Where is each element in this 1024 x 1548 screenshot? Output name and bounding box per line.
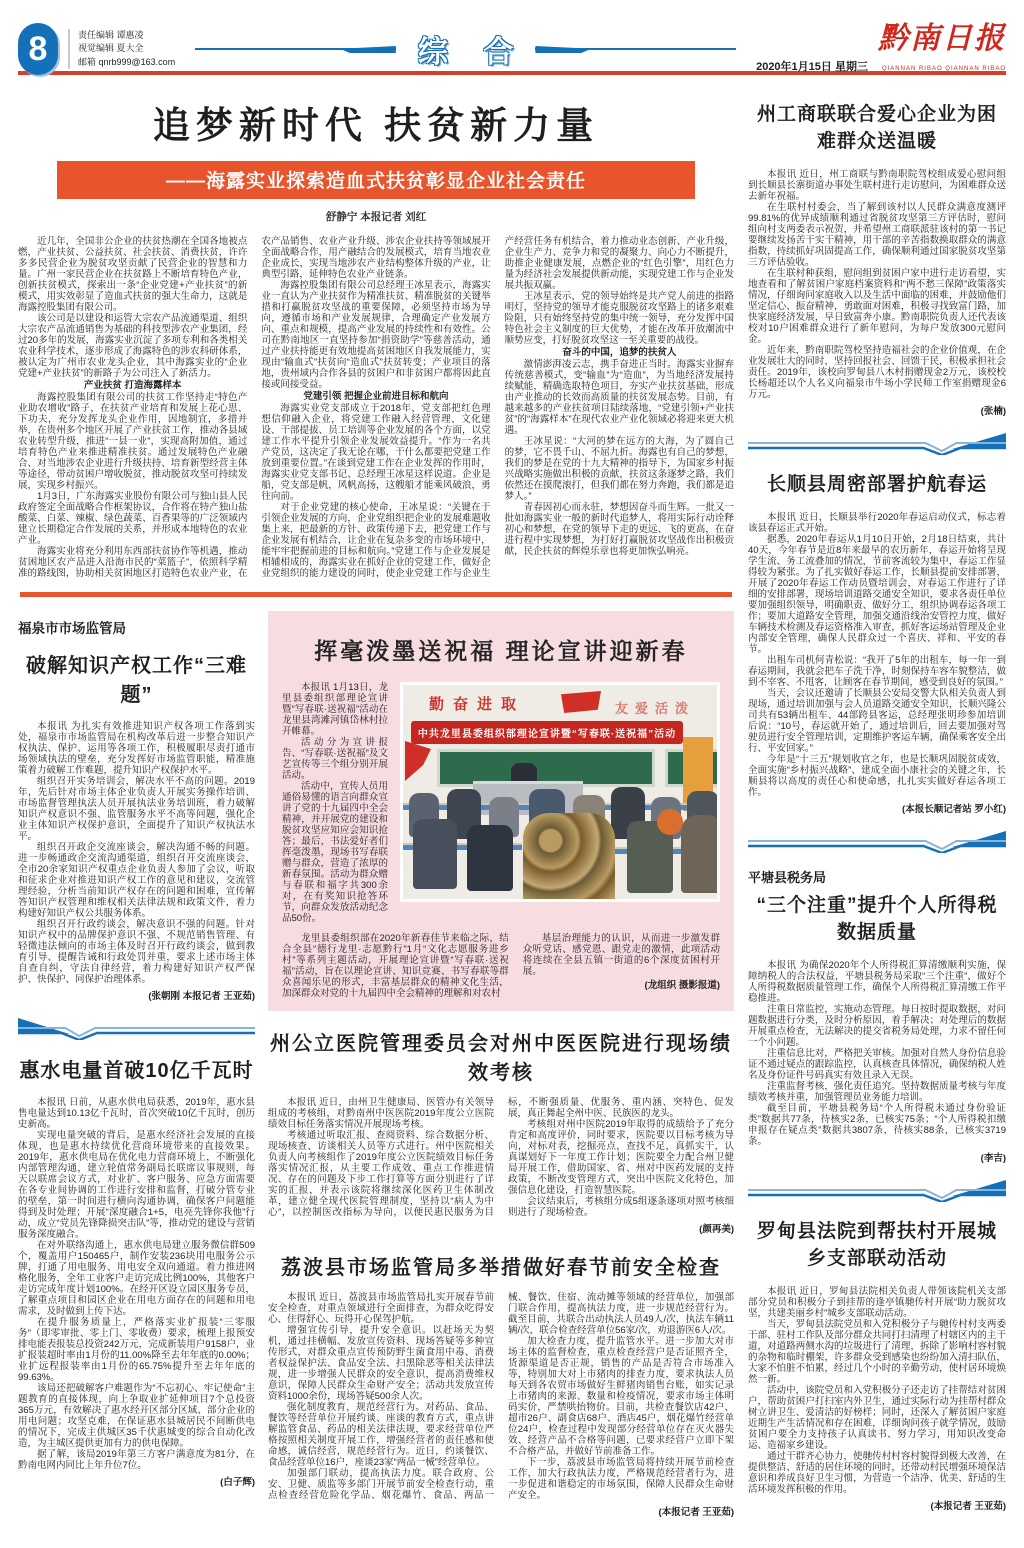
band-swoosh-icon — [340, 46, 396, 53]
main-column-group — [18, 85, 734, 1518]
body-paragraph: 活动中，该院党员和入党积极分子还走访了挂帮结对贫困户，帮助贫困户打扫室内外卫生，通过实际行动为挂帮村群众树立讲卫生、爱清洁的好榜样；同时，还深入了解贫困户家庭近期生产生活情况和存在困难，详细询问孩子就学情况，鼓励贫困户要全力支持孩子认真读书、努力学习，用知识改变命运、造福家乡建设。 — [748, 1385, 1006, 1451]
section-title: 综 合 — [417, 36, 528, 69]
body-paragraph: 该公司是以建设和运管大宗农产品流通渠道、组织大宗农产品流通销售为基础的科技型涉农产业集团，经过20多年的发展，海露实业沉淀了多项专利和各类相关农业科学技术，逐步形成了海露特色的涉农科研体系，被认定为广州市农业龙头企业，其中海露实业的“企业党建+产业扶贫”的新路子为公司注入了新活力。 — [18, 313, 248, 379]
right-rail — [748, 85, 1006, 1518]
body-paragraph: 当天，会议还邀请了长顺县公安局交警大队相关负责人到现场，通过培训加强与会人员道路交通安全知识，长顺兴隆公司共有53辆出租车、44部跨县客运，总经理张明珍参加培训后说：“10号，春运就开始了，通过培训后，回去要加强对驾驶员进行安全管理培训，定期维护客运车辆，确保乘客安全出行、平安回家。” — [748, 688, 1006, 754]
body-paragraph: 截至目前，平塘县税务局“个人所得税未通过身份验证类”数据共77条，待核实2条，已核实75条；“个人所得税扣缴申报存在疑点类”数据共3807条，待核实88条，已核实3719条。 — [748, 1103, 1006, 1147]
feature-intro — [282, 682, 388, 924]
paper-logo-block — [756, 24, 1006, 74]
body-paragraph: 组织召开行政约谈会，解决意识不强的问题。针对知识产权中的品牌保护意识不强、不规范销售管理、有轻微违法倾向的市场主体及时召开行政约谈会，做到教育引导、提醒告诫和行政处罚并重，要求上述市场主体自查自纠，守法自律经营，着力构建好知识产权严保护、快保护、同保护治理体系。 — [18, 919, 255, 985]
body-paragraph: 组织召开实务培训会，解决水平不高的问题。2019年，先后针对市场主体企业负责人开展实务操作培训、市场监督管理执法人员开展执法业务培训班，着力破解知识产权意识不强、监管服务水平不高等问题，强化企业主体知识产权保护意识，全面提升了知识产权执法水平。 — [18, 776, 255, 842]
lead-headline: 追梦新时代 扶贫新力量 — [152, 105, 600, 146]
editor-info — [68, 29, 175, 70]
body-paragraph: 海露实业将充分利用东西部扶贫协作等机遇，推动贫困地区农产品进入沿海市民的“菜篮子”，依照科学精准的路线图，协助相关贫困地区打造特色农业产业，在农产品销售、农业产业升级、涉农企业扶持等领域展开全面战略合作，用产融结合的发展模式，培育当地农业企业成长，实现当地涉农产业结构整体升级的产业，让典型引路，延伸特色农业产业链条。 — [18, 236, 491, 579]
article-body — [748, 960, 1006, 1147]
body-paragraph: 本报讯 1月13日，龙里县委组织部理论宣讲暨“写春联·送祝福”活动在龙里县湾滩河镇岱林村拉开帷幕。 — [282, 682, 388, 737]
feature-byline: (龙组织 摄影报道) — [644, 980, 720, 991]
body-paragraph: 本报讯 近日，荔波县市场监管局扎实开展春节前安全检查，对重点领域进行全面排查，为群众吃得安心、住得舒心、玩得开心保驾护航。 — [268, 1292, 494, 1325]
body-paragraph: 活动分为宣讲报告、“写春联·送祝福”及文艺宣传等三个组分别开展活动。 — [282, 737, 388, 781]
photo-crowd — [403, 685, 717, 899]
body-paragraph: 近几年，全国非公企业的扶贫热潮在全国各地被点燃，产业扶贫、公益扶贫、社会扶贫、消费扶贫，许许多多民营企业为脱贫攻坚贡献了民营企业的智慧和力量。广州一家民营企业在扶贫路上不断培育特色产业，创新扶贫模式，探索出一条“企业党建+产业扶贫”的新模式，用实效彰显了造血式扶贫的强大生命力，这就是海露控股集团有限公司。 — [18, 236, 248, 313]
lead-body — [18, 236, 734, 579]
body-paragraph: 1月3日，广东海露实业股份有限公司与独山县人民政府签定全面战略合作框架协议，合作将在特产独山盐酸菜、白菜、辣椒、绿色蔬菜、百香果等的广泛领域内建立长期稳定合作发展的关系，并形成本地特色的农业产业。 — [18, 491, 248, 546]
body-paragraph: 海露控股集团有限公司的扶贫工作坚持走“特色产业助农增收”路子，在扶贫产业培育和发展上花心思、下功夫，充分发挥龙头企业作用，因地制宜，多措并举，在贵州多个地区开展了产业扶贫工作，推动各县域农业转型升级，推进“一县一业”，实现高附加值，通过培育特色产业来推进精准扶贫。通过发展特色产业融合、对当地涉农企业进行升级扶持、培育新型经营主体等途径，带动贫困户增收脱贫，推动脱贫攻坚可持续发展，实现乡村振兴。 — [18, 392, 248, 491]
photo-wall-slogan: 友爱活泼 — [615, 701, 696, 716]
lead-byline: 舒静宁 本报记者 刘红 — [325, 211, 427, 223]
fuquan-article — [18, 617, 255, 1002]
blue-divider-swoosh-icon — [748, 431, 1006, 455]
article-title: 罗甸县法院到帮扶村开展城乡支部联动活动 — [756, 1221, 997, 1269]
photo-banner-text: 中共龙里县委组织部理论宣讲暨“写春联·送祝福”活动 — [411, 721, 683, 744]
lead-subhead-bar: ——海露实业探索造血式扶贫彰显企业社会责任 — [57, 161, 694, 199]
body-paragraph: 近年来，黔南职院驾校坚持造福社会的企业价值观，在企业发展壮大的同时，坚持回报社会、回馈于民，积极承担社会责任。2019年，该校向罗甸县八木村捐赠现金2万元，该校校长杨超还以个人名义向福泉市牛场小学民师工作室捐赠现金6万元。 — [748, 345, 1006, 400]
paper-logo: 黔南日报 — [878, 22, 1006, 55]
body-paragraph: 王冰星说：“大河的梦在远方的大海，为了圆自己的梦，它不畏千山、不屈九折。海露也有自己的梦想，我们的梦是在党的十九大精神的指导下，为国家乡村振兴战略实施做出积极的贡献，扶贫这条逐梦之路，我们依然还在摸爬滚打，但我们都在努力奔跑，我们都是追梦人。” — [504, 436, 734, 502]
body-paragraph: 组织召开政企交流座谈会，解决沟通不畅的问题。进一步畅通政企交流沟通渠道，组织召开交流座谈会，全市20余家知识产权重点企业负责人参加了会议，听取和征求企业对推进知识产权工作的意见和建议，交流管理经验，分析当前知识产权存在的问题和困难，宣传解答知识产权管理和维权相关法律法规和政策文件，着力构建好知识产权公共服务体系。 — [18, 842, 255, 919]
article-body — [748, 1286, 1006, 1495]
body-paragraph: 本报讯 近日，由州卫生健康局、医管办有关领导组成的考核组，对黔南州中医医院2019年度公立医院绩效目标任务落实情况开展现场考核。 — [268, 1097, 494, 1130]
body-paragraph: 当天，罗甸县法院党员和入党积极分子与毑传村村支两委干部、驻村工作队及部分群众共同打扫清理了村辖区内的主干道，对道路两侧水沟的垃圾进行了清理，拆除了影响村容村貌的杂物和临时棚架，许多群众受到感染也纷纷加入清扫队伍，大家不怕脏不怕累，经过几个小时的辛勤劳动，使村居环境焕然一新。 — [748, 1319, 1006, 1385]
body-paragraph: 本报讯 近日，罗甸县法院相关负责人带领该院机关支部部分党员和积极分子到挂帮的逢亭镇毑传村开展“助力脱贫攻坚，共建美丽乡村”城乡支部联动活动。 — [748, 1286, 1006, 1319]
rail-article-2 — [748, 469, 1006, 815]
editor-line: 责任编辑 谭惠凌 — [78, 29, 144, 40]
article-byline: (李吉) — [980, 1153, 1006, 1164]
body-paragraph: 下一步，荔波县市场监管局将持续开展节前检查工作，加大行政执法力度，严格规范经营者行为，进一步促进和谐稳定的市场氛围，保障人民群众生命财产安全。 — [508, 1457, 734, 1501]
article-title: 州公立医院管理委员会对州中医医院进行现场绩效考核 — [270, 1033, 732, 1084]
section-band — [195, 27, 736, 71]
body-paragraph: 出租车司机何青松说：“我开了5年的出租车，每一年一到春运期间，我就会把车子洗干净，时刻保持车容车貌整洁，做到不宰客、不甩客，让顾客在春节期间，感受到良好的氛围。” — [748, 655, 1006, 688]
libo-article — [268, 1251, 734, 1518]
article-title: “三个注重”提升个人所得税数据质量 — [756, 895, 998, 943]
body-paragraph: 强化制度教育，规范经营行为。对药品、食品、餐饮等经营单位开展约谈、座谈的教育方式，重点讲解监管食品、药品的相关法律法规，要求经营单位严格按照相关制度开展工作，增强经营者的责任感和使命感，诚信经营，规范经营行为。近日，约谈餐饮、食品经营单位16户，座谈23家“两品一械”经营单位。 — [268, 1402, 494, 1468]
body-paragraph: 对于企业党建的核心使命，王冰星说：“关键在于引领企业发展的方向，企业党组织把企业的发展难题收集上来，把最新的方针、政策传递下去，把党建工作与企业发展有机结合，让企业在复杂多变的市场环境中，能牢牢把握前进的目标和航向。”党建工作与企业发展是相辅相成的，海露实业在抓好企业的党建工作，做好企业党组织的能力建设的同时，使企业党建工作与企业生产经营任务有机结合，着力推动业态创新、产业升级，企业生产力、竞争力和党的凝聚力、向心力不断提升，助推企业健康发展，点燃企业的“红色引擎”，用红色力量为经济社会发展提供新动能，实现党建工作与企业发展共振双赢。 — [261, 236, 734, 579]
body-paragraph: 海露实业党支部成立于2018年，党支部把红色理想信仰融入企业，将党建工作融入经营管理、文化建设、干部提拔、员工培训等企业发展的各个方面，以党建工作水平提升引领企业发展效益提升。“作为一名共产党员，这决定了我无论在哪，干什么都要把党建工作放到重要位置。”在谈到党建工作在企业发挥的作用时，海露实业党支部书记、总经理王冰星这样说道。企业是船，党支部是帆，风帆高扬，这艘船才能乘风破浪，勇往向前。 — [261, 403, 491, 502]
article-kicker: 福泉市市场监管局 — [18, 621, 126, 636]
article-body — [268, 1097, 734, 1218]
article-byline: (本报记者 王亚茹) — [930, 1501, 1006, 1512]
body-paragraph: 实现电量突破的背后，是惠水经济社会发展的直接体现，也是惠水持续优化营商环境带来的直接效果。2019年，惠水供电局在优化电力营商环境上，不断强化内部管理沟通，建立轮值常务副局长联席议事规则，每天以联席会议方式，对业扩、客户服务、应急方面需要在各专业间协调的工作进行安排和监督，打破分管专业的壁垒，第一时间进行横向沟通协调，确保客户问题能得到及时处理；开展“深度融合1+5，电亮先锋你我他”行动，成立“党员先锋降损突击队”等，推动党的建设与营销服务深度融合。 — [18, 1130, 255, 1240]
article-body — [748, 169, 1006, 400]
body-paragraph: 基层治理能力的认识，从而进一步激发群众听党话、感党恩、跟党走的激情，此项活动将连续在全县五镇一街道的6个深度贫困村开展。 — [522, 933, 720, 977]
body-paragraph: 本报讯 近日，州工商联与黔南职院驾校组成爱心慰问组到长顺县长寨街道办事处生联村进行走访慰问，为困难群众送去新年祝福。 — [748, 169, 1006, 202]
body-paragraph: 据悉，2020年春运从1月10日开始，2月18日结束，共计40天，今年春节是近8年来最早的农历新年，春运开始将呈现学生流、务工流叠加的情况，节前客流较为集中，春运工作显得较为紧张。为了扎实做好春运工作，长顺县提前安排部署，开展了2020年春运工作动员暨培训会，对春运工作进行了详细的安排部署，现场培训道路交通安全知识，要求各责任单位要加强组织领导，明确职责、做好分工，组织协调春运各项工作；要加大道路安全管理，加强交通沿线治安管控力度，做好车辆技术检测及春运资格准入审查，抓好客运场站管理及企业内部安全管理，确保人民群众过一个喜庆、祥和、平安的春节。 — [748, 534, 1006, 655]
body-paragraph: 该局还把破解客户难题作为“不忘初心、牢记使命”主题教育的直接体现，向上争取业扩延伸项目7个总投资365万元，有效解决了惠水经开区部分区域、部分企业的用电问题；攻坚克难，在保证惠水县城居民不间断供电的情况下，完成主供城区35千伏惠城变的综合自动化改造，为主城区提供更加有力的供电保障。 — [18, 1383, 255, 1449]
body-paragraph: 在提升服务质量上，严格落实业扩报装“三零服务”（即零审批、零上门、零收费）要求，梳理上报预安排电能表报装总投资242万元，完成新装用户9158户，业扩报装超时率由1月份的11.00%降至去年年底的0.00%；业扩远程报装率由1月份的65.75%提升至去年年底的99.63%。 — [18, 1317, 255, 1383]
orange-divider — [20, 592, 732, 597]
feature-box — [268, 611, 734, 1011]
body-paragraph: 激情澎湃凌云志，携手奋进正当时。海露实业摒弃传统慈善模式，变“输血”为“造血”，为当地经济发展持续赋能，精确选取特色项目，夯实产业扶贫基础，形成由产业推动的长效而高质量的扶贫发展态势。目前，有越来越多的产业扶贫项目陆续落地，“党建引领+产业扶贫”的“海露样本”在现代农业产业化领域必将迎来更大机遇。 — [504, 359, 734, 436]
rail-article-3 — [748, 867, 1006, 1164]
masthead — [18, 0, 1006, 73]
article-byline: (本报记者 王亚茹) — [658, 1507, 734, 1518]
rail-article-1 — [748, 99, 1006, 417]
photo-wall-slogan: 勤奋进取 — [429, 696, 526, 713]
body-paragraph: 在生联村村委会，当了解到该村以人民群众满意度测评99.81%的优异成绩顺利通过省脱贫攻坚第三方评估时，慰问组向村支两委表示祝贺，并希望州工商联派驻该村的第一书记要继续发扬苦干实干精神，用干部的辛苦指数换取群众的满意指数，持续抓好巩固提高工作，确保顺利通过国家脱贫攻坚第三方评估验收。 — [748, 202, 1006, 268]
article-byline: (白子辉) — [220, 1477, 255, 1488]
news-photo — [400, 682, 720, 902]
article-title: 州工商联联合爱心企业为困难群众送温暖 — [756, 104, 997, 152]
body-subhead: 奋斗的中国，追梦的扶贫人 — [562, 347, 677, 358]
huishui-article — [18, 1054, 255, 1488]
feature-body-right-text — [523, 933, 720, 977]
center-subcolumn — [268, 611, 734, 1518]
article-body — [18, 1097, 255, 1471]
article-title: 荔波县市场监管局多举措做好春节前安全检查 — [281, 1257, 721, 1279]
article-title: 破解知识产权工作“三难题” — [26, 655, 247, 706]
body-paragraph: 增强宣传引导，提升安全意识。以赶场天为契机，通过挂横幅、发放宣传资料、现场答疑等多种宣传形式，对群众重点宣传预防野生菌食用中毒、消费者权益保护法、食品安全法、扫黑除恶等相关法律法规，进一步增强人民群众的安全意识，提高消费维权意识，保障人民群众生命财产安全；活动共发放宣传资料1000余份，现场答疑500余人次。 — [268, 1325, 494, 1402]
editor-line: 邮箱 qnrb999@163.com — [78, 56, 176, 67]
article-byline: (颜再美) — [699, 1224, 734, 1235]
body-paragraph: 海露控股集团有限公司总经理王冰星表示，海露实业一直认为产业扶贫作为精准扶贫、精准脱贫的关键举措和打赢脱贫攻坚战的重要保障，必须坚持市场为导向，遵循市场和产业发展规律，合理确定产业发展方向、重点和规模，提高产业发展的持续性和有效性。公司在黔南地区一直坚持参加“捐资助学”等慈善活动，通过产业扶持能更有效地提高贫困地区自我发展能力，实现由“输血式”扶贫向“造血式”扶贫转变；产业项目的落地，贵州域内合作各县的贫困户和非贫困户都将因此直接或间接受益。 — [261, 280, 491, 390]
blue-divider-swoosh-icon — [18, 1016, 255, 1040]
body-paragraph: 活动中，宣传人员用通俗易懂的语言向群众宣讲了党的十九届四中全会精神，并开展党的建设和脱贫攻坚应知应会知识抢答；最后，书法爱好者们挥毫泼墨，现场书写春联赠与群众，营造了浓厚的新春氛围。活动为群众赠与春联和福字共300余对，在有奖知识抢答环节，向群众发放活动纪念品50份。 — [282, 781, 388, 924]
body-paragraph: 龙里县委组织部在2020年新春佳节来临之际，结合全县“德行龙里·志愿黔行”1月“文化志愿服务进乡村”等系列主题活动，开展理论宣讲暨“写春联·送祝福”活动，旨在以理论宣讲、知识竞赛、书写春联等群众喜闻乐见的形式，丰富基层群众的精神文化生活，加深群众对党的十九届四中全会精神的理解和对农村 — [282, 933, 509, 999]
blue-divider-swoosh-icon — [748, 829, 1006, 853]
body-paragraph: 王冰星表示，党的领导始终是共产党人前进的指路明灯，坚持党的领导才能克服脱贫攻坚路上的诸多艰难险阻，只有始终坚持党的集中统一领导，充分发挥中国特色社会主义制度的巨大优势，才能在改革开放潮流中顺势应变，打好脱贫攻坚这一至关重要的战役。 — [504, 291, 734, 346]
article-body — [268, 1292, 734, 1501]
body-paragraph: 据了解，该局2019年第三方客户满意度为81分，在黔南电网内同比上年升位7位。 — [18, 1449, 255, 1471]
body-paragraph: 会议结束后，考核组分成5组逐条逐项对照考核细则进行了现场检查。 — [508, 1196, 734, 1218]
body-paragraph: 加大检查力度，提升监管水平。进一步加大对市场主体的监督检查，重点检查经营户是否证照齐全，货源渠道是否正规，销售的产品是否符合市场准入等，特别加大对上市猪肉的排查力度，要求执法人员每天到各农贸市场做好生鲜猪肉销售台账，如实记录上市猪肉的来源、数量和检疫情况，要求市场主体明码实价，严禁哄抬物价。目前，共检查餐饮店42户、超市26户、副食店68户、酒店45户，烟花爆竹经营单位24户，检查过程中发现部分经营单位存在灭火器失效、经营产品不合格等问题，已要求经营户立即下架不合格产品，并做好节前准备工作。 — [508, 1336, 734, 1457]
feature-body-left — [282, 933, 509, 999]
blue-divider-swoosh-icon — [748, 1178, 1006, 1202]
article-title: 长顺县周密部署护航春运 — [766, 474, 987, 495]
article-body — [18, 721, 255, 985]
body-paragraph: 注重信息比对，严格把关审核。加强对自然人身份信息验证不通过疑点的跟踪监控，认真核查具体情况，确保纳税人姓名及身份证件号码真实有效且录入无误。 — [748, 1048, 1006, 1081]
feature-title: 挥毫泼墨送祝福 理论宣讲迎新春 — [314, 638, 688, 664]
left-subcolumn — [18, 611, 255, 1518]
body-paragraph: 考核组对州中医院2019年取得的成绩给予了充分肯定和高度评价，同时要求，医院要以目标考核为导向，对标对表，挖掘亮点，查找不足，真抓实干，认真谋划好下一年度工作计划；医院要全力配合州卫健局开展工作，借助国家、省、州对中医药发展的支持政策，不断改变管理方式，突出中医院文化特色，加强信息化建设，打造智慧医院。 — [508, 1119, 734, 1196]
article-byline: (本报长顺记者站 罗小红) — [902, 804, 1006, 815]
article-kicker: 平塘县税务局 — [748, 870, 827, 885]
body-paragraph: 加强部门联动，提高执法力度。联合政府、公安、卫健、质监等多部门开展节前安全检查行动，重点检查经营危险化学品、烟花爆竹、食品、两品一械、餐饮、住宿、流动摊等领域的经营单位，加强部门联合作用，提高执法力度，进一步规范经营行为。截至目前，共联合出动执法人员49人/次，执法车辆11辆/次，联合检查经营单位56家/次，劝退游医6人/次。 — [268, 1292, 734, 1501]
body-subhead: 党建引领 把握企业前进目标和航向 — [303, 391, 449, 402]
article-body — [748, 512, 1006, 798]
body-paragraph: 考核通过听取汇报、查阅资料、综合数据分析、现场核查、访谈相关人员等方式进行。州中医院相关负责人向考核组作了2019年度公立医院绩效目标任务落实情况汇报，从主要工作成效、重点工作推进情况、存在的问题及下步工作打算等方面分别进行了详实的汇报，并表示该院将继续深化医药卫生体制改革，建立健全现代医院管理制度，坚持以“病人为中心”，以控制医改指标为导向，以便民惠民服务为目标，不断强质量、优服务、重内涵、突特色、促发展，真正舞起全州中医、民族医的龙头。 — [268, 1097, 734, 1218]
body-subhead: 产业扶贫 打造海露样本 — [83, 380, 182, 391]
body-paragraph: 注重日常监控，实施动态管理。每日按时提取数据，对问题数据进行分类，及时分析原因，着手解决；对处理后的数据开展重点检查，无法解决的提交省税务局处理，力求不留任何一个小问题。 — [748, 1004, 1006, 1048]
feature-body-right — [523, 933, 720, 999]
body-paragraph: 注重监督考核，强化责任追究。坚持数据质量考核与年度绩效考核并重，加强管理员业务能力培训。 — [748, 1081, 1006, 1103]
article-title: 惠水电量首破10亿千瓦时 — [19, 1060, 254, 1082]
band-line-right — [535, 48, 736, 50]
body-paragraph: 今年是“十三五”规划收官之年，也是长顺巩固脱贫成效，全面实施“乡村振兴战略”、建成全面小康社会的关键之年，长顺县将以高度的责任心和使命感，扎扎实实做好春运各项工作。 — [748, 754, 1006, 798]
band-swoosh-icon — [535, 46, 591, 53]
article-byline: (张楠) — [980, 406, 1006, 417]
article-byline: (张朝刚 本报记者 王亚茹) — [148, 991, 255, 1002]
body-paragraph: 本报讯 为确保2020年个人所得税汇算清缴顺利实施，保障纳税人的合法权益，平塘县税务局采取“三个注重”，做好个人所得税数据质量管理工作，确保个人所得税汇算清缴工作平稳推进。 — [748, 960, 1006, 1004]
body-paragraph: 本报讯 近日，长顺县举行2020年春运启动仪式，标志着该县春运正式开始。 — [748, 512, 1006, 534]
body-paragraph: 通过干群齐心协力，使毑传村村容村貌得到极大改善，在提供整洁、舒适的居住环境的同时，还带动村民增强环境保洁意识和养成良好卫生习惯，为营造一个洁净、优美、舒适的生活环境发挥积极的作用。 — [748, 1451, 1006, 1495]
lead-article — [18, 95, 734, 579]
band-line-left — [195, 48, 396, 50]
rail-article-4 — [748, 1216, 1006, 1512]
page-number-badge: 8 — [18, 23, 58, 75]
editor-line: 视觉编辑 夏大全 — [78, 43, 144, 54]
body-paragraph: 本报讯 为扎实有效推进知识产权各项工作落到实处，福泉市市场监管局在机构改革后进一步整合知识产权执法、保护、运用等各项工作，积极履职尽责打通市场领域执法的壁垒，充分发挥好市场监管职能，精准施策着力破解工作难题，提升知识产权保护水平。 — [18, 721, 255, 776]
body-paragraph: 在对外联络沟通上，惠水供电局建立服务微信群509个，覆盖用户150465户，制作安装236块用电服务公示牌，打通了用电服务、用电安全双向通道。着力推进网格化服务，全年工业客户走访完成比例100%，其他客户走访完成年度计划100%。在经开区设立园区服务专员，了解重点项目和园区企业在用电方面存在的问题和用电需求，及时做到上传下达。 — [18, 1240, 255, 1317]
hospital-article — [268, 1027, 734, 1235]
paper-pinyin: QIANNAN RIBAO QIANNAN RIBAO — [881, 66, 1006, 72]
body-paragraph: 本报讯 日前，从惠水供电局获悉，2019年，惠水县售电量达到10.13亿千瓦时，首次突破10亿千瓦时，创历史新高。 — [18, 1097, 255, 1130]
body-paragraph: 在生联村种获组，慰问组到贫困户家中进行走访看望，实地查看和了解贫困户家庭档案资料和“两不愁三保障”政策落实情况，仔细询问家庭收入以及生活中面临的困难，并鼓励他们坚定信心、振奋精神，勇敢面对困难，积极寻找致富门路，加快家庭经济发展，早日致富奔小康。黔南职院负责人还代表该校对10户困难群众进行了新年慰问，为每户发放300元慰问金。 — [748, 268, 1006, 345]
publication-date: 2020年1月15日 星期三 — [756, 61, 868, 73]
body-paragraph: 青春因初心而永驻，梦想因奋斗而生辉。一批又一批如海露实业一般的新时代追梦人，将用实际行动诠释初心和梦想，在党的领导下走的更远、飞的更高，在奋进行程中实现梦想，为打好打赢脱贫攻坚战作出积极贡献，民企扶贫的辉煌乐章也将更加恢弘响亮。 — [504, 502, 734, 557]
